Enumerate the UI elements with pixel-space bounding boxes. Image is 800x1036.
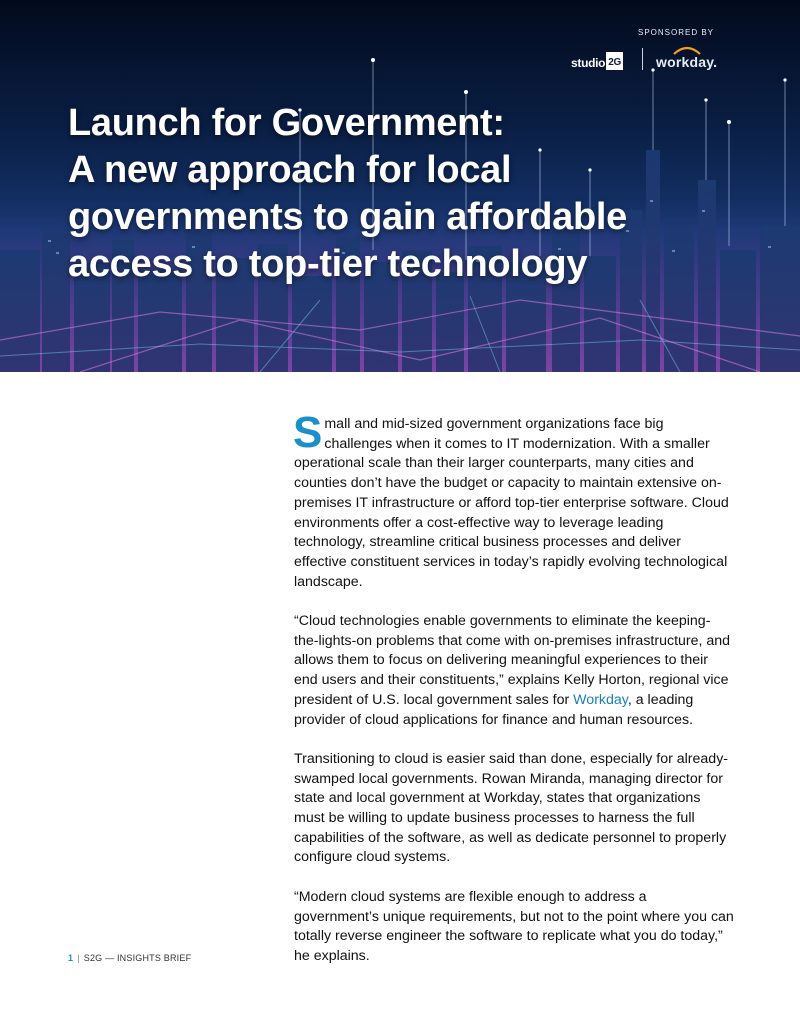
workday-arc-icon [672, 45, 702, 55]
hero-banner [0, 0, 800, 372]
article-paragraph-1 [293, 408, 734, 592]
studio-logo-box: 2G [606, 52, 623, 70]
workday-logo [656, 54, 717, 70]
studio-logo-text: studio [571, 56, 606, 70]
article-body [293, 408, 734, 986]
logo-divider [642, 48, 643, 70]
article-paragraph-3: Transitioning to cloud is easier said than done, especially for already-swamped local governments. Rowan Miranda, managing director for state and local government at Workday, states that organizations must be willing to update business processes to harness the full capabilities of the software, as well as dedicate personnel to properly configure cloud systems. [294, 750, 729, 866]
paragraph-text: mall and mid-sized government organizations face big challenges when it comes to IT modernization. With a smaller operational scale than their larger counterparts, many cities and counties don’t have the budget or capacity to maintain extensive on-premises IT infrastructure or afford top-tier enterprise software. Cloud environments offer a cost-effective way to leverage leading technology, streamline critical business processes and deliver effective constituent services in today’s rapidly evolving technological landscape. [294, 416, 729, 590]
sponsored-by-label: SPONSORED BY [637, 28, 714, 37]
title-line: governments to gain affordable [68, 196, 627, 238]
title-line: Launch for Government: [68, 102, 505, 144]
page-number: 1 [68, 953, 74, 963]
studio-2g-logo [571, 52, 623, 70]
footer-label: S2G — INSIGHTS BRIEF [83, 953, 192, 963]
workday-link[interactable]: Workday [573, 691, 628, 708]
paragraph-text: “Cloud technologies enable governments to eliminate the keeping-the-lights-on problems that come with on-premises infrastructure, and allows them to focus on delivering meaningful experiences to their end users and their constituents,” explains Kelly Horton, regional vice president of U.S. local government sales for [294, 613, 731, 708]
page-footer [68, 953, 191, 963]
article-paragraph-4: “Modern cloud systems are flexible enough to address a government’s unique requirements, but not to the point where you can totally reverse engineer the software to replicate what you do today,” he explains. [294, 888, 734, 964]
title-line: access to top-tier technology [68, 243, 588, 285]
paragraph-text: , a leading provider of cloud applications for finance and human resources. [294, 691, 694, 728]
article-paragraph-2 [294, 612, 734, 730]
page-title [68, 100, 708, 288]
workday-logo-text: workday. [656, 54, 718, 70]
drop-cap: S [293, 408, 323, 457]
title-line: A new approach for local [68, 149, 512, 191]
footer-separator: | [77, 953, 80, 963]
